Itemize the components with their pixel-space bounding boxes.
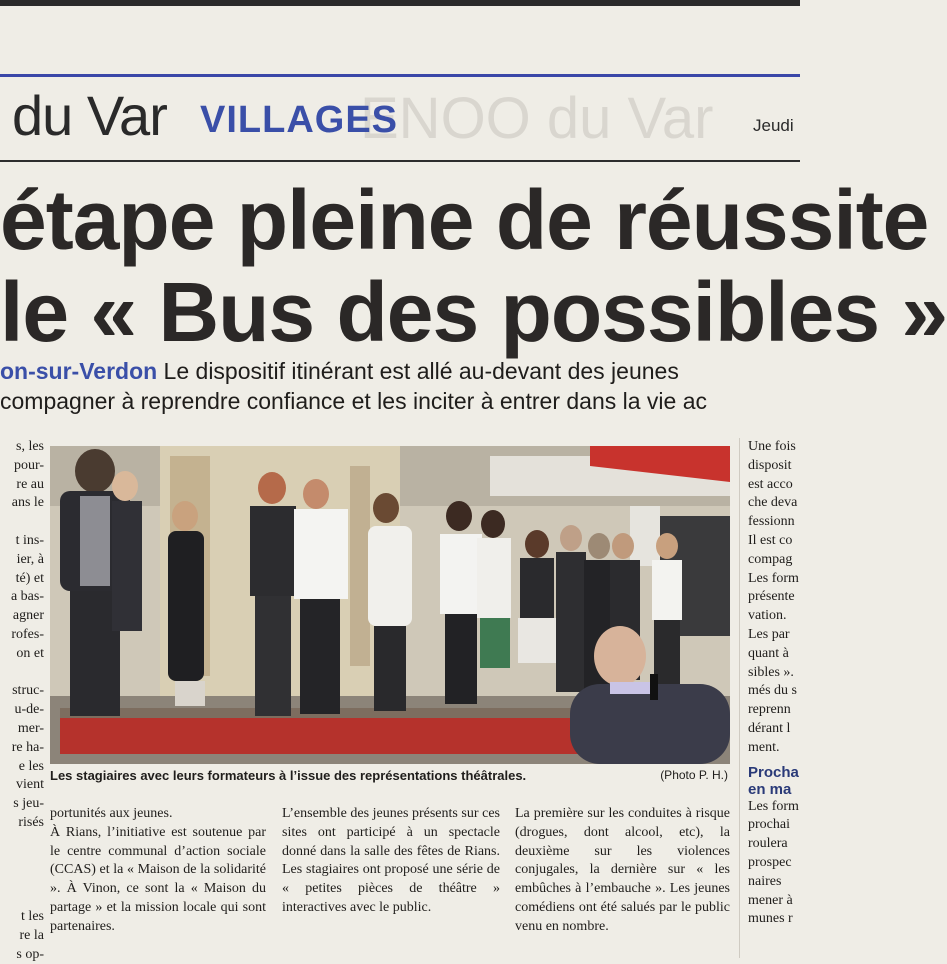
fragment-line: més du s: [748, 683, 797, 699]
article-column-2: L’ensemble des jeunes présents sur ces sites ont participé à un spectacle donné dans la salle des fêtes de Rians. Les stagiaires ont proposé une série de « petites pièces de théâtre » interactives avec le public.: [282, 806, 500, 915]
headline-line-1: étape pleine de réussite: [0, 173, 929, 267]
standfirst-line-2: compagner à reprendre confiance et les inciter à entrer dans la vie ac: [0, 388, 708, 414]
fragment-line: agner: [12, 608, 44, 624]
fragment-line: ment.: [748, 739, 780, 755]
fragment-line: reprenn: [748, 702, 791, 718]
fragment-line: en ma: [748, 780, 792, 798]
fragment-line: Les form: [748, 798, 799, 814]
fragment-line: roulera: [748, 836, 788, 852]
fragment-line: e les: [18, 758, 44, 774]
fragment-line: mener à: [748, 892, 793, 908]
headline-line-2: le « Bus des possibles »: [0, 265, 947, 359]
article-column-1: portunités aux jeunes. À Rians, l’initiative est soutenue par le centre communal d’action sociale (CCAS) et la « Maison de la solidarité ». À Vinon, ce sont la « Maison du partage » et la mission locale qui sont partenaires.: [50, 806, 266, 934]
fragment-line: pour-: [13, 457, 44, 473]
column-rule: [739, 438, 740, 958]
fragment-line: Procha: [748, 763, 799, 781]
fragment-line: a bas-: [10, 589, 44, 605]
stage-scene-illustration: [50, 446, 730, 764]
fragment-line: Il est co: [748, 532, 793, 548]
fragment-line: fessionn: [748, 514, 795, 530]
fragment-line: Les form: [748, 570, 799, 586]
right-column-fragment: [748, 438, 800, 958]
fragment-line: té) et: [15, 570, 44, 586]
photo-credit: (Photo P. H.): [660, 768, 728, 782]
fragment-line: s, les: [16, 439, 44, 454]
fragment-line: t ins-: [15, 532, 44, 548]
article-photo: [50, 446, 730, 764]
fragment-line: sibles ».: [748, 664, 794, 680]
header-rule: [0, 160, 800, 162]
fragment-line: prochai: [748, 817, 790, 833]
fragment-line: [0, 852, 44, 871]
fragment-line: mer-: [17, 720, 44, 736]
fragment-line: naires: [748, 873, 782, 889]
fragment-line: re la: [19, 927, 44, 943]
fragment-line: vation.: [748, 608, 787, 624]
fragment-line: Les par: [748, 626, 790, 642]
article-column-3: La première sur les conduites à risque (drogues, dont alcool, etc), la deuxième sur les violences conjugales, la dernière sur « les embûches à l’embauche ». Les jeunes comédiens ont été salués par le public venu en nombre.: [515, 806, 730, 934]
fragment-line: quant à: [748, 645, 789, 661]
fragment-line: s op-: [16, 946, 44, 962]
caption-text: Les stagiaires avec leurs formateurs à l’issue des représentations théâtrales.: [50, 768, 527, 783]
edition-day: Jeudi: [753, 116, 794, 135]
dateline-place: on-sur-Verdon: [0, 358, 158, 384]
bleed-through-text: ENOO du Var: [360, 86, 714, 151]
fragment-line: [0, 889, 44, 908]
fragment-line: u-de-: [14, 702, 44, 718]
fragment-line: ier, à: [16, 551, 44, 567]
fragment-line: [0, 870, 44, 889]
photo-caption: [50, 768, 730, 788]
fragment-line: re au: [16, 476, 44, 492]
fragment-line: prospec: [748, 854, 792, 870]
fragment-line: dérant l: [748, 720, 791, 736]
fragment-line: Une fois: [748, 439, 796, 454]
fragment-line: est acco: [748, 476, 793, 492]
header-blue-rule: [0, 74, 800, 77]
fragment-line: disposit: [748, 457, 792, 473]
fragment-line: risés: [18, 814, 44, 830]
standfirst: [0, 356, 800, 420]
fragment-line: t les: [21, 908, 44, 924]
top-border: [0, 0, 800, 6]
newspaper-masthead: du Var: [12, 84, 167, 147]
fragment-line: présente: [748, 589, 795, 605]
fragment-line: [0, 833, 44, 852]
fragment-line: ans le: [11, 495, 44, 511]
fragment-line: [0, 664, 44, 683]
fragment-line: munes r: [748, 911, 793, 927]
fragment-line: che deva: [748, 495, 798, 511]
left-column-fragment: [0, 438, 44, 962]
standfirst-line-1: [0, 356, 800, 386]
fragment-line: s jeu-: [13, 796, 44, 812]
section-title: VILLAGES: [200, 99, 399, 141]
fragment-line: compag: [748, 551, 793, 567]
standfirst-text-1: Le dispositif itinérant est allé au-devant des jeunes: [157, 358, 679, 384]
fragment-line: [0, 513, 44, 532]
fragment-line: on et: [16, 645, 44, 661]
fragment-line: rofes-: [11, 626, 44, 642]
fragment-line: re ha-: [11, 739, 44, 755]
fragment-line: vient: [16, 777, 44, 793]
fragment-line: struc-: [12, 683, 44, 699]
